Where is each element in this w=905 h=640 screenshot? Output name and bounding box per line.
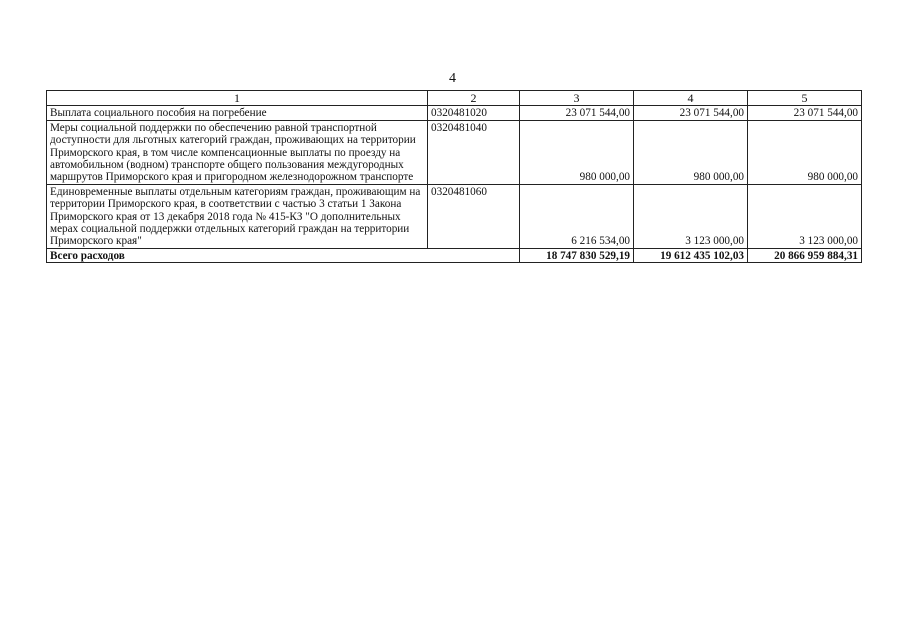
row-value-col4: 3 123 000,00 xyxy=(634,184,748,248)
page-number: 4 xyxy=(449,71,456,86)
total-label: Всего расходов xyxy=(47,248,428,262)
row-value-col3: 23 071 544,00 xyxy=(520,106,634,120)
row-value-col4: 23 071 544,00 xyxy=(634,106,748,120)
total-value-col5: 20 866 959 884,31 xyxy=(748,248,862,262)
row-value-col3: 980 000,00 xyxy=(520,120,634,184)
row-value-col5: 3 123 000,00 xyxy=(748,184,862,248)
table-row xyxy=(47,120,862,184)
table-row xyxy=(47,106,862,120)
row-value-col3: 6 216 534,00 xyxy=(520,184,634,248)
column-header-3: 3 xyxy=(520,91,634,106)
column-header-4: 4 xyxy=(634,91,748,106)
total-row xyxy=(47,248,862,262)
row-value-col5: 980 000,00 xyxy=(748,120,862,184)
table-header-row xyxy=(47,91,862,106)
row-code: 0320481040 xyxy=(428,120,520,184)
column-header-2: 2 xyxy=(428,91,520,106)
row-code: 0320481020 xyxy=(428,106,520,120)
total-value-col4: 19 612 435 102,03 xyxy=(634,248,748,262)
total-value-col3: 18 747 830 529,19 xyxy=(520,248,634,262)
row-value-col5: 23 071 544,00 xyxy=(748,106,862,120)
row-description: Единовременные выплаты отдельным категориям граждан, проживающим на территории Приморского края, в соответствии с частью 3 статьи 1 Закона Приморского края от 13 декабря 2018 года № 415-КЗ "О дополнительных мерах социальной поддержки отдельных категорий граждан на территории Приморского края" xyxy=(47,184,428,248)
row-value-col4: 980 000,00 xyxy=(634,120,748,184)
column-header-1: 1 xyxy=(47,91,428,106)
row-description: Выплата социального пособия на погребение xyxy=(47,106,428,120)
total-code-empty xyxy=(428,248,520,262)
column-header-5: 5 xyxy=(748,91,862,106)
row-description: Меры социальной поддержки по обеспечению равной транспортной доступности для льготных категорий граждан, проживающих на территории Приморского края, в том числе компенсационные выплаты по проезду на автомобильном (водном) транспорте общего пользования междугородных маршрутов Приморского края и пригородном железнодорожном транспорте xyxy=(47,120,428,184)
expenditure-table xyxy=(46,90,862,263)
row-code: 0320481060 xyxy=(428,184,520,248)
table-row xyxy=(47,184,862,248)
